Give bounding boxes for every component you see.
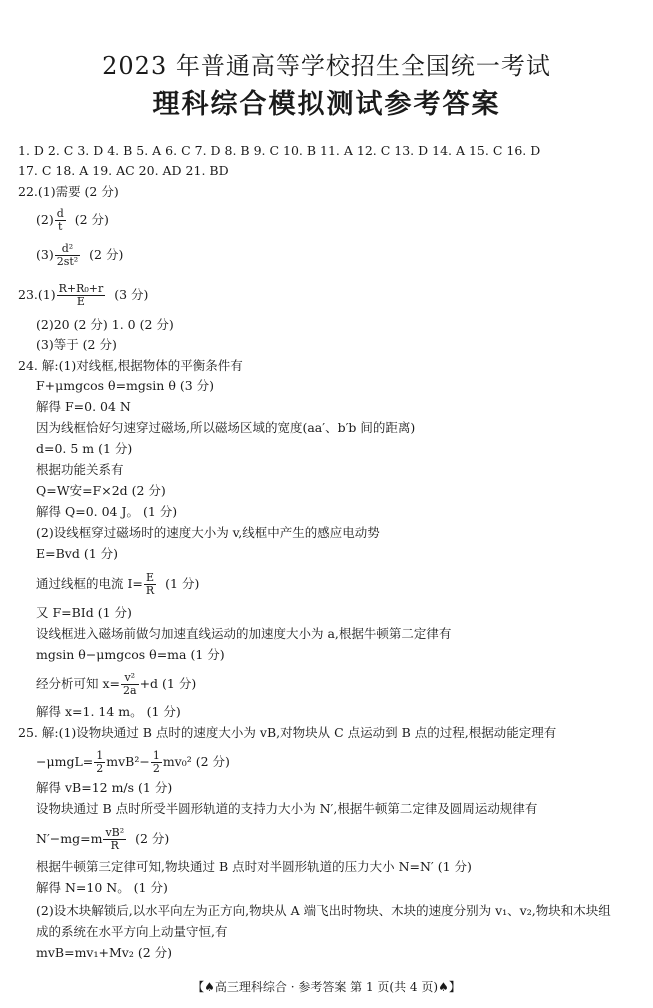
q24-line-7: Q=W安=F×2d (2 分) — [36, 483, 166, 498]
q23-part1-score: (3 分) — [114, 287, 149, 302]
q24-line-2: F+μmgcos θ=mgsin θ (3 分) — [36, 378, 215, 393]
q24-line-11 — [36, 572, 199, 597]
fraction-numerator: d² — [55, 243, 80, 256]
q22-part2-fraction — [55, 208, 66, 233]
q23-part3: (3)等于 (2 分) — [36, 337, 117, 352]
q25-line-5 — [36, 827, 169, 852]
q23-part1-fraction — [57, 283, 106, 308]
q24-line-15-prefix: 经分析可知 x= — [36, 676, 120, 691]
fraction-denominator: E — [76, 295, 85, 308]
q24-line-16: 解得 x=1. 14 m。 (1 分) — [36, 704, 181, 719]
fraction-numerator: 1 — [152, 749, 160, 762]
fraction-numerator: d — [56, 207, 64, 220]
q24-line-6: 根据功能关系有 — [36, 462, 124, 477]
q22-part3 — [36, 243, 123, 268]
q25-line-9: 成的系统在水平方向上动量守恒,有 — [36, 924, 228, 939]
q25-half-fraction-1 — [94, 750, 105, 775]
fraction-denominator: R — [145, 584, 155, 597]
choice-answers-row-1: 1. D 2. C 3. D 4. B 5. A 6. C 7. D 8. B 9. C 10. B 11. A 12. C 13. D 14. A 15. C 16. D — [18, 143, 541, 158]
fraction-numerator: R+R₀+r — [58, 282, 104, 295]
fraction-denominator: 2a — [123, 684, 137, 697]
fraction-numerator: E — [144, 572, 156, 585]
fraction-numerator: 1 — [96, 749, 104, 762]
q25-line-4: 设物块通过 B 点时所受半圆形轨道的支持力大小为 N′,根据牛顿第二定律及圆周运动规律有 — [36, 801, 538, 816]
q25-half-fraction-2 — [151, 750, 162, 775]
q24-line-10: E=Bvd (1 分) — [36, 546, 119, 561]
q25-line-2-suffix: mv₀² (2 分) — [162, 754, 230, 769]
q24-line-11-score: (1 分) — [165, 576, 200, 591]
q24-line-3: 解得 F=0. 04 N — [36, 399, 131, 414]
q25-line-8: (2)设木块解锁后,以水平向左为正方向,物块从 A 端飞出时物块、木块的速度分别为 v₁、v₂,物块和木块组 — [36, 903, 611, 918]
exam-title: 2023 年普通高等学校招生全国统一考试 — [102, 52, 551, 80]
q24-line-9: (2)设线框穿过磁场时的速度大小为 v,线框中产生的感应电动势 — [36, 525, 380, 540]
fraction-numerator: vB² — [105, 826, 125, 839]
q25-line-5-prefix: N′−mg=m — [36, 831, 103, 846]
q25-line-6: 根据牛顿第三定律可知,物块通过 B 点时对半圆形轨道的压力大小 N=N′ (1 分) — [36, 859, 472, 874]
q24-line-8: 解得 Q=0. 04 J。 (1 分) — [36, 504, 178, 519]
fraction-denominator: R — [110, 839, 119, 852]
q23-part1 — [18, 283, 148, 308]
q25-line-2-mid: mvB²− — [106, 754, 150, 769]
q24-line-11-prefix: 通过线框的电流 I= — [36, 576, 143, 591]
choice-answers-row-2: 17. C 18. A 19. AC 20. AD 21. BD — [18, 163, 229, 178]
fraction-numerator: v² — [121, 672, 139, 685]
exam-subtitle: 理科综合模拟测试参考答案 — [152, 89, 501, 120]
q25-line-10: mvB=mv₁+Mv₂ (2 分) — [36, 945, 172, 960]
q24-line-13: 设线框进入磁场前做匀加速直线运动的加速度大小为 a,根据牛顿第二定律有 — [36, 626, 452, 641]
q24-current-fraction — [144, 572, 156, 597]
q24-displacement-fraction — [121, 672, 139, 697]
q25-line-1: 25. 解:(1)设物块通过 B 点时的速度大小为 vB,对物块从 C 点运动到 B 点的过程,根据动能定理有 — [18, 725, 557, 740]
q25-line-7: 解得 N=10 N。 (1 分) — [36, 880, 168, 895]
q24-line-5: d=0. 5 m (1 分) — [36, 441, 133, 456]
q24-line-1: 24. 解:(1)对线框,根据物体的平衡条件有 — [18, 358, 243, 373]
q24-line-4: 因为线框恰好匀速穿过磁场,所以磁场区域的宽度(aa′、b′b 间的距离) — [36, 420, 416, 435]
q23-part2: (2)20 (2 分) 1. 0 (2 分) — [36, 317, 174, 332]
q22-part3-score: (2 分) — [89, 247, 124, 262]
q23-part1-prefix: 23.(1) — [18, 287, 56, 302]
q22-part3-prefix: (3) — [36, 247, 54, 262]
page-footer: 【♠高三理科综合 · 参考答案 第 1 页(共 4 页)♠】 — [192, 980, 461, 994]
q22-part3-fraction — [55, 243, 80, 268]
fraction-denominator: t — [58, 220, 63, 233]
fraction-denominator: 2 — [152, 762, 160, 775]
fraction-denominator: 2st² — [56, 255, 79, 268]
q25-centripetal-fraction — [103, 827, 126, 852]
q24-line-14: mgsin θ−μmgcos θ=ma (1 分) — [36, 647, 225, 662]
q24-line-12: 又 F=BId (1 分) — [36, 605, 132, 620]
q24-line-15 — [36, 672, 196, 697]
fraction-denominator: 2 — [96, 762, 104, 775]
q22-part1: 22.(1)需要 (2 分) — [18, 184, 119, 199]
q25-line-3: 解得 vB=12 m/s (1 分) — [36, 780, 173, 795]
q22-part2 — [36, 208, 109, 233]
q22-part2-prefix: (2) — [36, 212, 54, 227]
q25-line-5-score: (2 分) — [135, 831, 170, 846]
q24-line-15-suffix: +d (1 分) — [139, 676, 197, 691]
q25-line-2 — [36, 750, 230, 775]
q22-part2-score: (2 分) — [74, 212, 109, 227]
q25-line-2-prefix: −μmgL= — [36, 754, 94, 769]
